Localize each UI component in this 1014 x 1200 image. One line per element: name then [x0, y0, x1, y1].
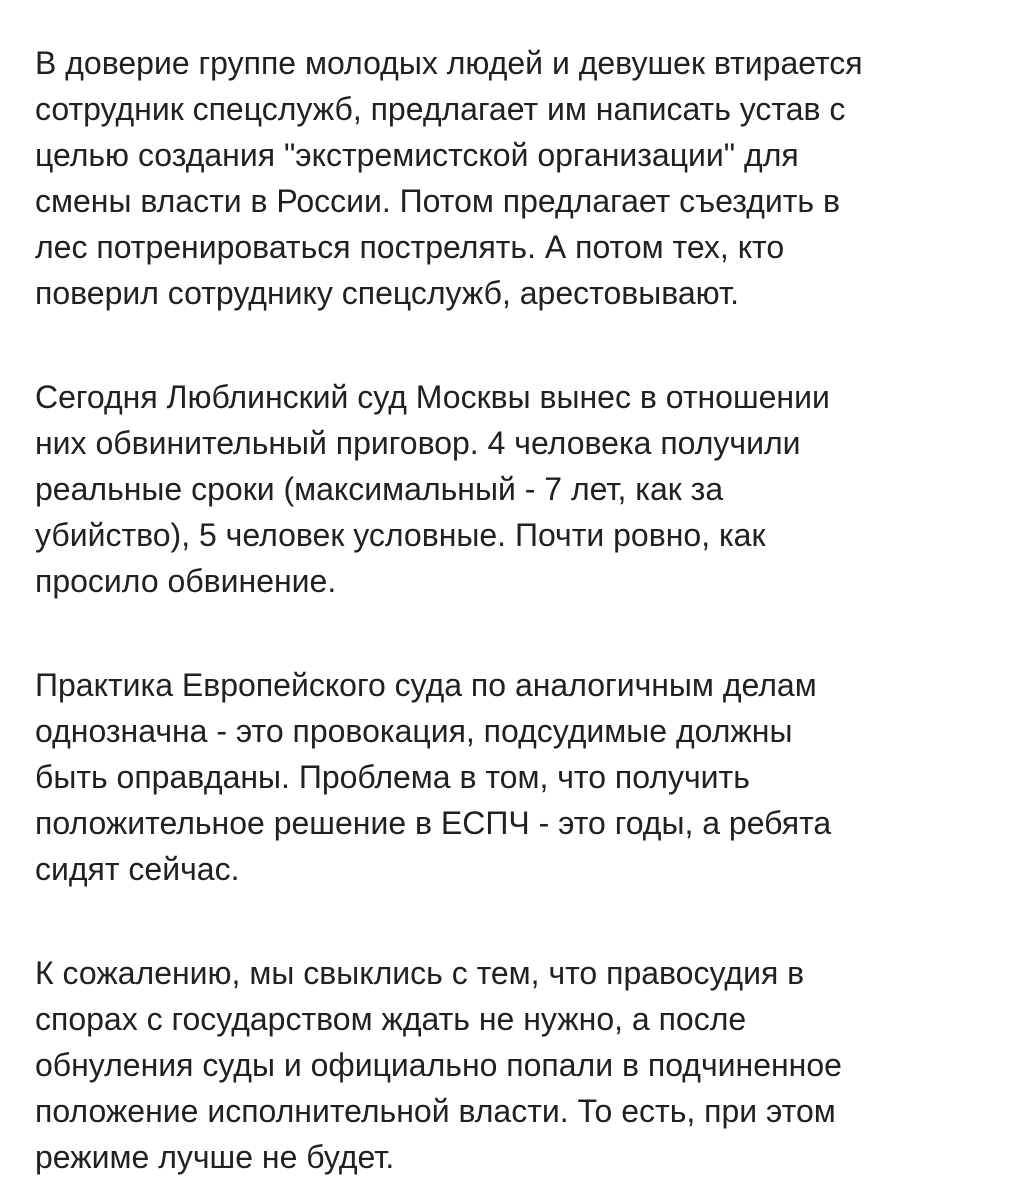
text-line: целью создания "экстремистской организации" для — [35, 137, 799, 173]
text-line: поверил сотруднику спецслужб, арестовывают. — [35, 275, 739, 311]
text-line: В доверие группе молодых людей и девушек втирается — [35, 45, 863, 81]
text-line: режиме лучше не будет. — [35, 1139, 395, 1175]
paragraph-provocation-description — [35, 40, 988, 316]
text-line: обнуления суды и официально попали в подчиненное — [35, 1047, 842, 1083]
text-line: Сегодня Люблинский суд Москвы вынес в отношении — [35, 379, 830, 415]
text-line: К сожалению, мы свыклись с тем, что правосудия в — [35, 955, 805, 991]
text-line: них обвинительный приговор. 4 человека получили — [35, 425, 801, 461]
text-line: смены власти в России. Потом предлагает съездить в — [35, 183, 840, 219]
text-line: быть оправданы. Проблема в том, что получить — [35, 759, 750, 795]
text-line: убийство), 5 человек условные. Почти ровно, как — [35, 517, 766, 553]
text-line: спорах с государством ждать не нужно, а после — [35, 1001, 747, 1037]
text-line: Практика Европейского суда по аналогичным делам — [35, 667, 817, 703]
paragraph-conclusion — [35, 950, 988, 1180]
text-line: сидят сейчас. — [35, 851, 240, 887]
text-line: положение исполнительной власти. То есть, при этом — [35, 1093, 836, 1129]
text-line: просило обвинение. — [35, 563, 337, 599]
text-line: сотрудник спецслужб, предлагает им написать устав с — [35, 91, 846, 127]
text-line: положительное решение в ЕСПЧ - это годы, а ребята — [35, 805, 832, 841]
paragraph-european-court-practice — [35, 662, 988, 892]
text-line: реальные сроки (максимальный - 7 лет, как за — [35, 471, 724, 507]
text-line: лес потренироваться пострелять. А потом тех, кто — [35, 229, 785, 265]
paragraph-court-verdict — [35, 374, 988, 604]
text-line: однозначна - это провокация, подсудимые должны — [35, 713, 793, 749]
